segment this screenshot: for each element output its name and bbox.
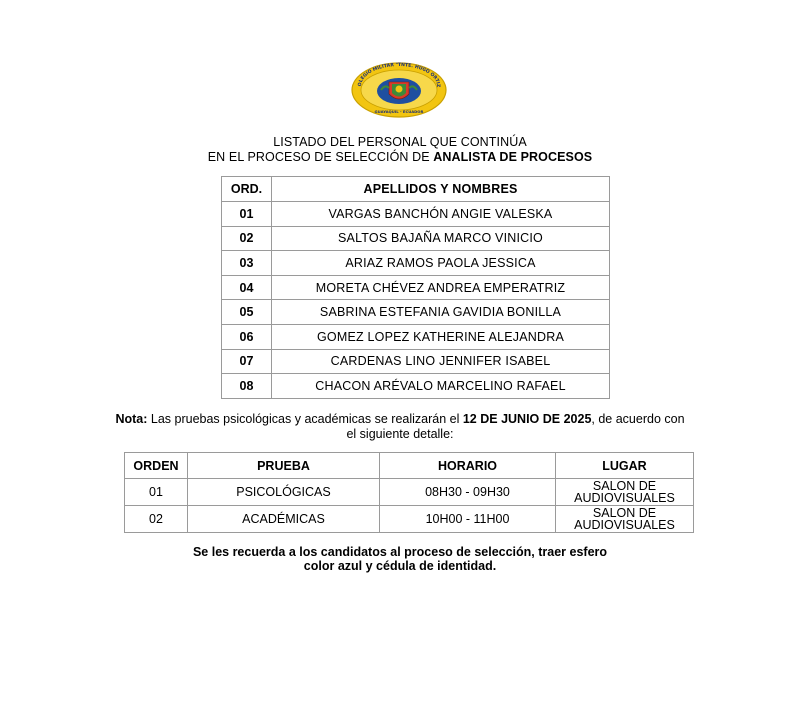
table-row [125, 506, 694, 533]
row-orden: 01 [125, 479, 188, 506]
table-row [222, 300, 610, 325]
table-row [222, 275, 610, 300]
reminder-line-2: color azul y cédula de identidad. [303, 559, 497, 573]
column-header-horario: HORARIO [380, 453, 556, 479]
schedule-table [124, 452, 694, 533]
seal-text-top: OLEGIO MILITAR "TNTE. HUGO ORTIZ [357, 62, 441, 88]
row-ord: 08 [222, 374, 272, 399]
column-header-orden: ORDEN [125, 453, 188, 479]
row-lugar [556, 506, 694, 533]
table-row [222, 374, 610, 399]
row-name: MORETA CHÉVEZ ANDREA EMPERATRIZ [272, 275, 610, 300]
row-ord: 02 [222, 226, 272, 251]
document-heading [0, 135, 800, 164]
table-row [222, 202, 610, 227]
row-horario: 08H30 - 09H30 [380, 479, 556, 506]
lugar-line-2: AUDIOVISUALES [574, 491, 675, 505]
schedule-table-header-row [125, 453, 694, 479]
table-row [222, 251, 610, 276]
row-name: CHACON ARÉVALO MARCELINO RAFAEL [272, 374, 610, 399]
row-ord: 04 [222, 275, 272, 300]
row-ord: 06 [222, 324, 272, 349]
exam-date: 12 DE JUNIO DE 2025 [462, 412, 592, 426]
row-ord: 03 [222, 251, 272, 276]
column-header-names: APELLIDOS Y NOMBRES [272, 177, 610, 202]
seal-text-bottom: GUAYAQUIL - ECUADOR [374, 109, 424, 114]
table-row [222, 226, 610, 251]
row-name: VARGAS BANCHÓN ANGIE VALESKA [272, 202, 610, 227]
lugar-line-2: AUDIOVISUALES [574, 518, 675, 532]
row-name: SABRINA ESTEFANIA GAVIDIA BONILLA [272, 300, 610, 325]
row-name: SALTOS BAJAÑA MARCO VINICIO [272, 226, 610, 251]
heading-line-2 [0, 150, 800, 165]
heading-line-2-prefix: EN EL PROCESO DE SELECCIÓN DE [207, 149, 434, 164]
row-ord: 07 [222, 349, 272, 374]
table-row [125, 479, 694, 506]
note-paragraph [110, 412, 690, 441]
row-ord: 05 [222, 300, 272, 325]
heading-line-1: LISTADO DEL PERSONAL QUE CONTINÚA [273, 135, 527, 149]
personnel-table [221, 176, 610, 399]
note-text-1: Las pruebas psicológicas y académicas se realizarán el [147, 412, 463, 426]
personnel-table-header-row [222, 177, 610, 202]
column-header-lugar: LUGAR [556, 453, 694, 479]
reminder-line-1: Se les recuerda a los candidatos al proceso de selección, traer esfero [192, 545, 608, 559]
note-label: Nota: [115, 412, 148, 426]
note-text-2: , de acuerdo con el siguiente detalle: [346, 412, 685, 441]
row-ord: 01 [222, 202, 272, 227]
row-prueba: ACADÉMICAS [188, 506, 380, 533]
row-name: GOMEZ LOPEZ KATHERINE ALEJANDRA [272, 324, 610, 349]
lugar-line-1: SALON DE [592, 505, 657, 520]
row-lugar [556, 479, 694, 506]
table-row [222, 324, 610, 349]
table-row [222, 349, 610, 374]
column-header-ord: ORD. [222, 177, 272, 202]
row-name: ARIAZ RAMOS PAOLA JESSICA [272, 251, 610, 276]
column-header-prueba: PRUEBA [188, 453, 380, 479]
row-horario: 10H00 - 11H00 [380, 506, 556, 533]
row-orden: 02 [125, 506, 188, 533]
lugar-line-1: SALON DE [592, 478, 657, 493]
row-prueba: PSICOLÓGICAS [188, 479, 380, 506]
reminder-text [100, 545, 700, 573]
row-name: CARDENAS LINO JENNIFER ISABEL [272, 349, 610, 374]
school-seal-logo [351, 62, 447, 118]
position-title: ANALISTA DE PROCESOS [433, 149, 593, 164]
